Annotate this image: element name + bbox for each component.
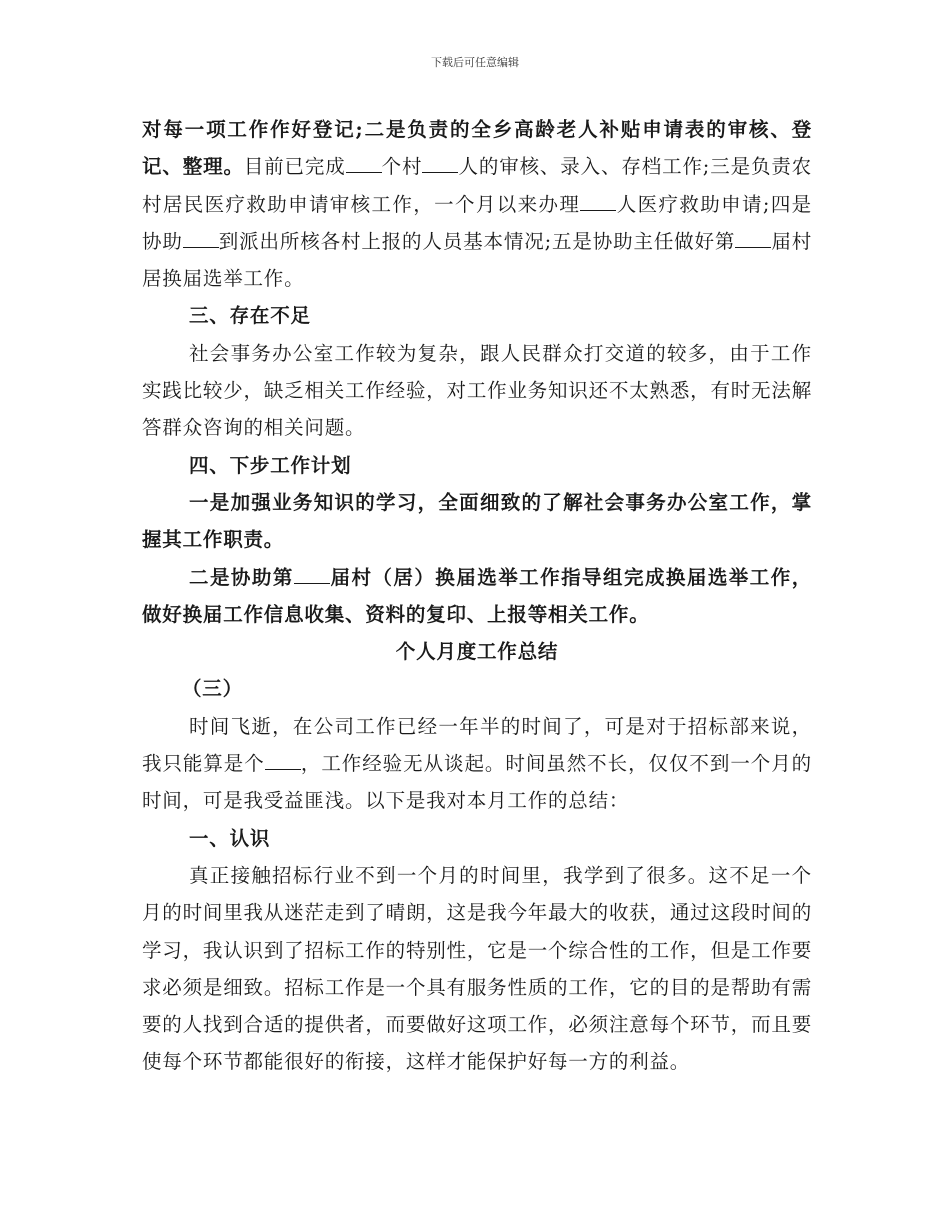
page-header: 下载后可任意编辑 — [431, 56, 519, 69]
blank-underline — [183, 230, 219, 248]
text-run: 目前已完成 — [243, 155, 346, 179]
paragraph-1-bold: 对每一项工作作好登记;二是负责的全乡高龄老人补贴申请表的审核、登记、整理。 — [142, 118, 812, 179]
text-run: 个村 — [381, 155, 423, 179]
text-run: 时间飞逝，在公司工作已经一年半的时间了，可是对于招标部来说，我只能算是个 — [142, 714, 812, 776]
paragraph-3: 一是加强业务知识的学习，全面细致的了解社会事务办公室工作，掌握其工作职责。 — [142, 490, 812, 552]
blank-underline — [735, 230, 771, 248]
section-heading-1: 一、认识 — [189, 826, 271, 850]
text-run: 二是协助第 — [189, 565, 294, 589]
section-heading-4: 四、下步工作计划 — [189, 453, 352, 477]
subtitle-number: （三） — [182, 677, 243, 701]
text-run: 人医疗救助申请;四是协助 — [142, 192, 812, 253]
paragraph-2: 社会事务办公室工作较为复杂，跟人民群众打交道的较多，由于工作实践比较少，缺乏相关工作经验，对工作业务知识还不太熟悉，有时无法解答群众咨询的相关问题。 — [142, 341, 812, 440]
blank-underline — [265, 752, 301, 770]
text-run: 届村居换届选举工作。 — [142, 229, 812, 291]
paragraph-1 — [142, 111, 812, 297]
text-run: 人的审核、录入、存档工作;三是负责农村居民医疗救助申请审核工作，一个月以来办理 — [142, 155, 812, 216]
paragraph-4 — [142, 559, 812, 634]
blank-underline — [346, 155, 382, 173]
section-heading-3: 三、存在不足 — [189, 304, 311, 328]
blank-underline — [294, 566, 330, 584]
blank-underline — [422, 155, 458, 173]
paragraph-5 — [142, 708, 812, 820]
document-title: 个人月度工作总结 — [395, 640, 559, 664]
document-body — [142, 111, 812, 1081]
text-run: ，工作经验无从谈起。时间虽然不长，仅仅不到一个月的时间，可是我受益匪浅。以下是我对本月工作的总结： — [142, 752, 812, 813]
text-run: 届村（居）换届选举工作指导组完成换届选举工作，做好换届工作信息收集、资料的复印、上报等相关工作。 — [142, 565, 812, 626]
blank-underline — [580, 193, 616, 211]
text-run: 到派出所核各村上报的人员基本情况;五是协助主任做好第 — [218, 229, 736, 253]
paragraph-6: 真正接触招标行业不到一个月的时间里，我学到了很多。这不足一个月的时间里我从迷茫走到了晴朗，这是我今年最大的收获，通过这段时间的学习，我认识到了招标工作的特别性，它是一个综合性的工作，但是工作要求必须是细致。招标工作是一个具有服务性质的工作，它的目的是帮助有需要的人找到合适的提供者，而要做好这项工作，必须注意每个环节，而且要使每个环节都能很好的衔接，这样才能保护好每一方的利益。 — [142, 863, 812, 1074]
